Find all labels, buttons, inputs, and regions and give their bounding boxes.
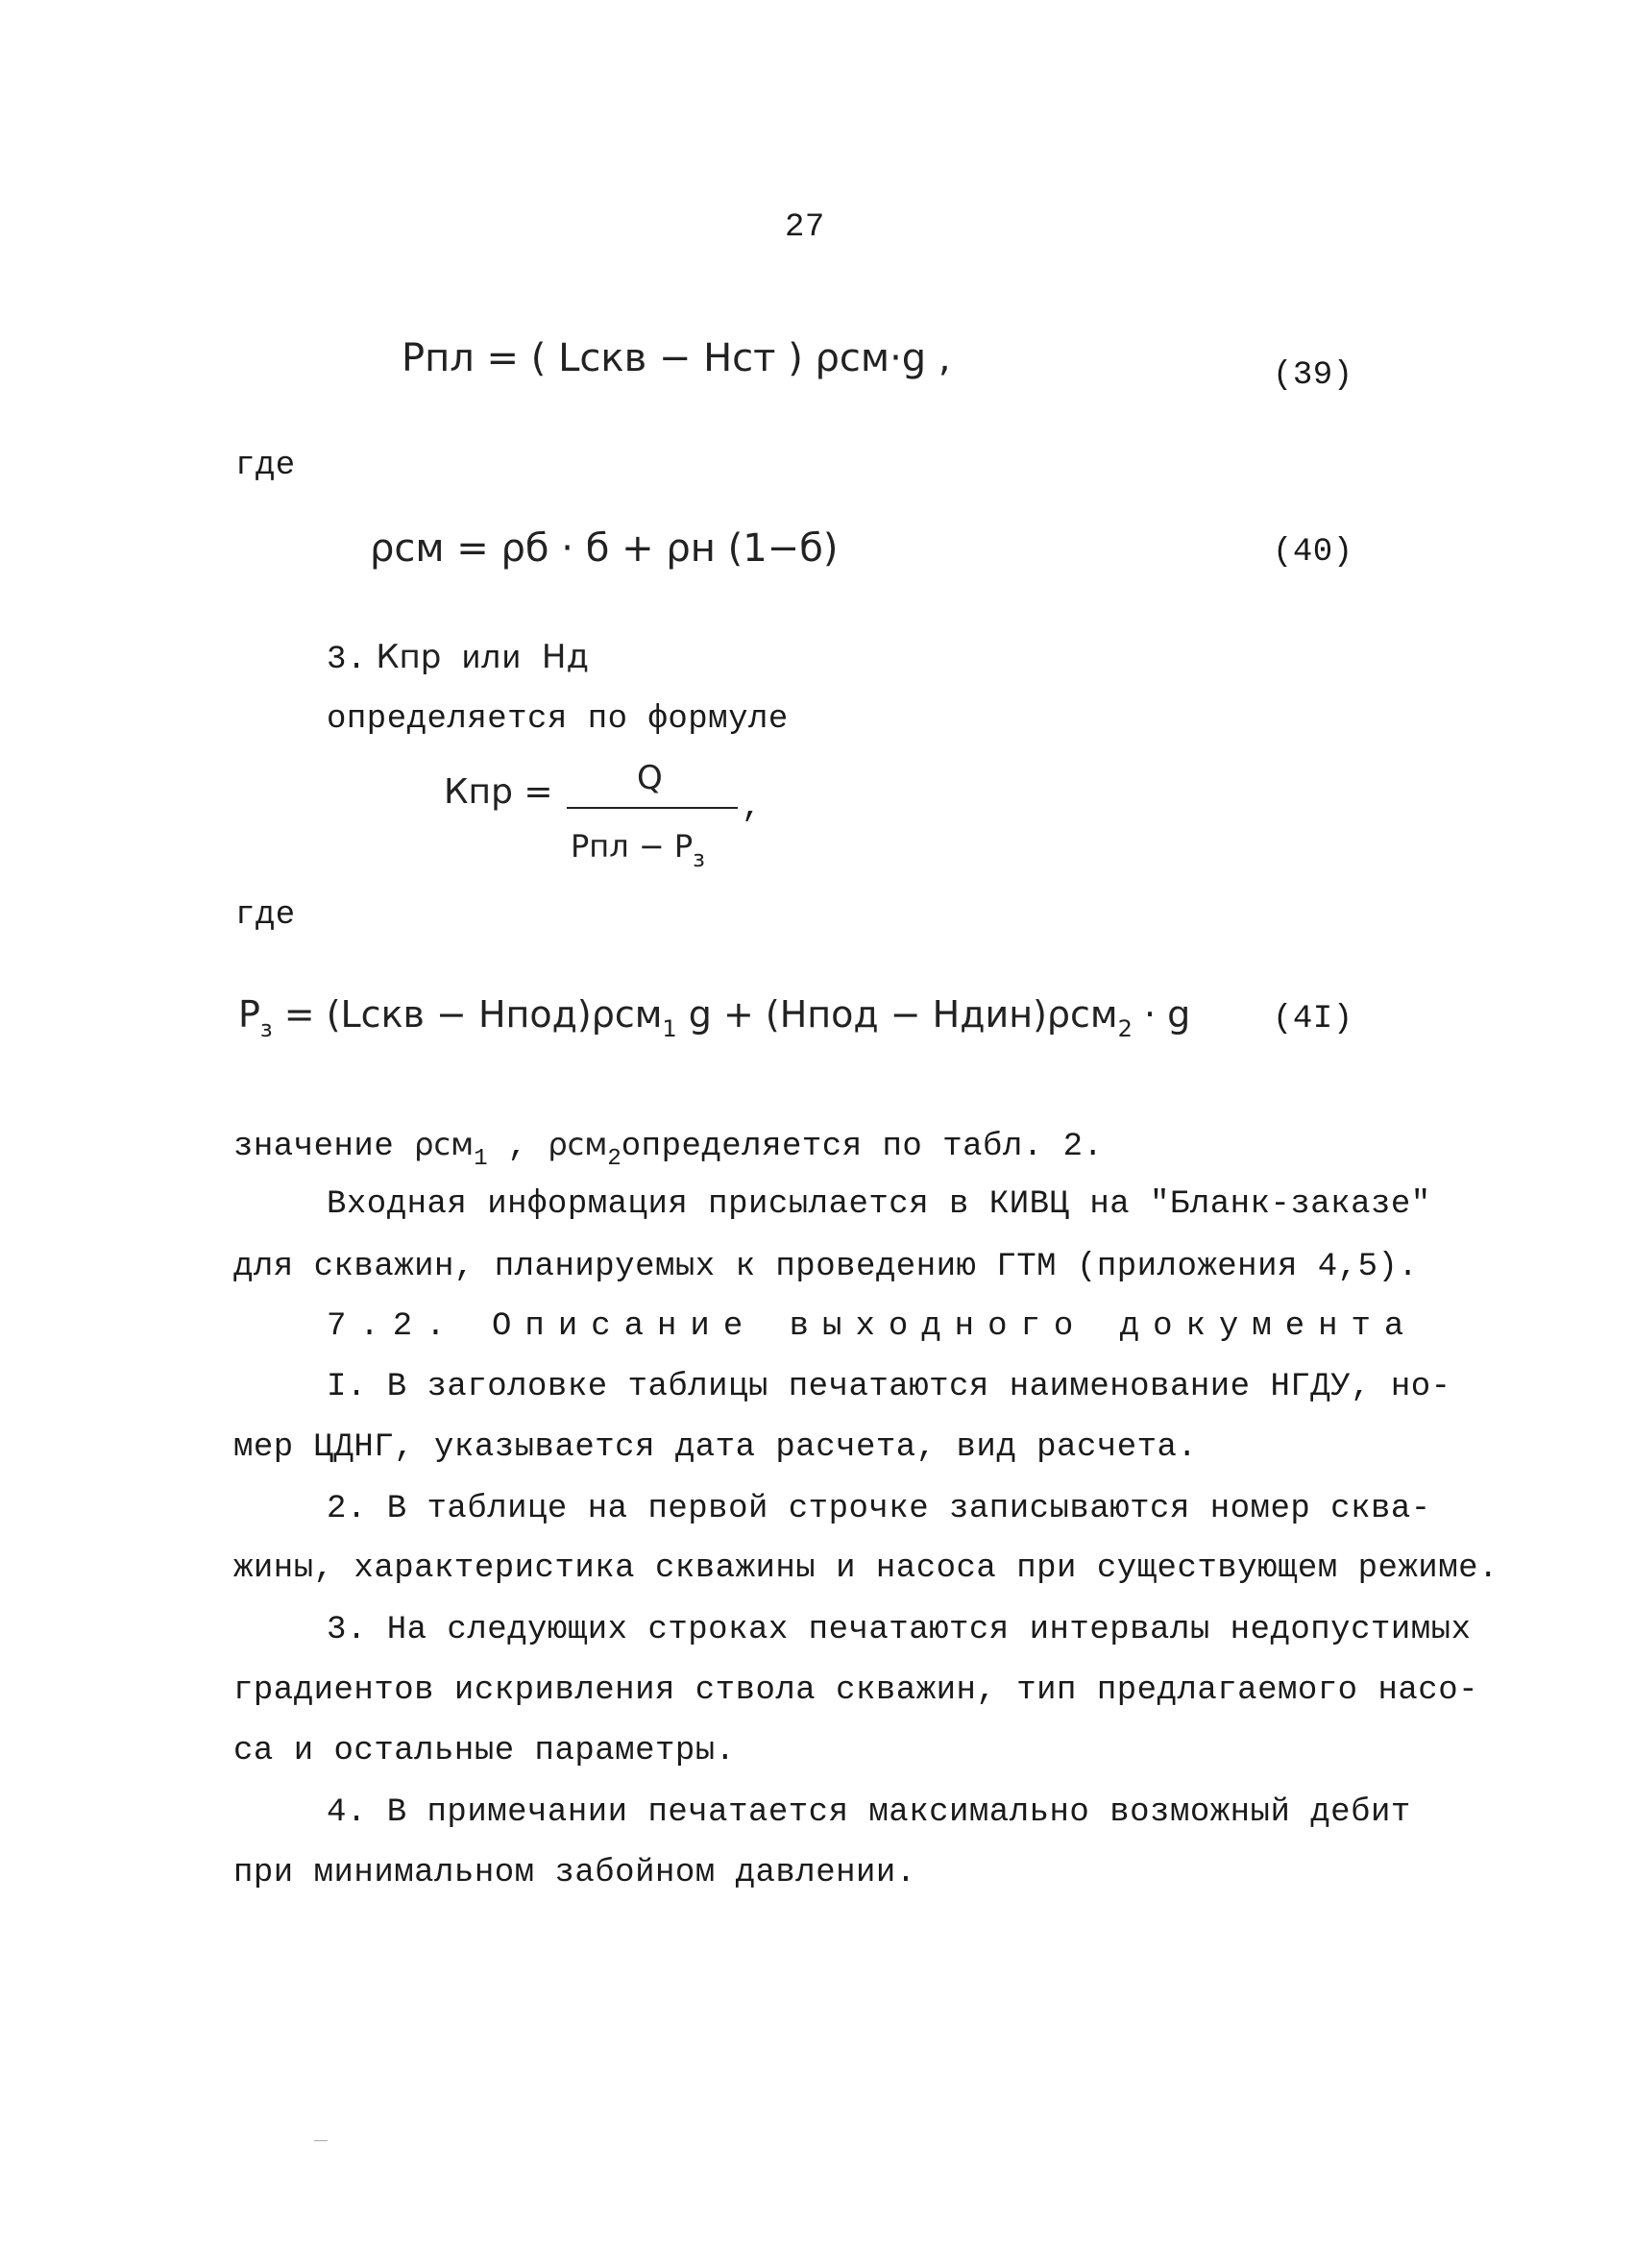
where-label-2: где [235, 897, 296, 934]
kpr-den-a: Pпл [571, 828, 629, 865]
eq41-rp1: ) [576, 993, 592, 1036]
kpr-denominator [571, 828, 705, 872]
eq40-plus: + [609, 526, 667, 571]
eq41-b: Hпод [477, 993, 577, 1036]
eq41-rho1-sub: 1 [662, 1015, 677, 1042]
defined-by-formula: определяется по формуле [327, 701, 789, 738]
page-number: 27 [785, 209, 825, 246]
where-label-1: где [235, 448, 296, 484]
eq39-number: (39) [1273, 357, 1353, 394]
eq39-dot: · [890, 336, 902, 380]
eq41-m1: − [424, 993, 478, 1036]
paragraph-line-9: градиентов искривления ствола скважин, тип предлагаемого насо- [233, 1672, 1479, 1709]
item-3-label: Кпр [376, 638, 442, 676]
eq41-number: (4I) [1273, 1001, 1353, 1037]
paragraph-line-6: 2. В таблице на первой строчке записываются номер сква- [327, 1491, 1431, 1527]
eq39-g: g [901, 336, 927, 380]
item-3-prefix: 3. [327, 642, 367, 678]
eq41-plus: + [711, 993, 766, 1036]
eq40-dot: · [548, 526, 586, 571]
value-line-r2-sub: 2 [607, 1146, 622, 1172]
eq40-t3: ρн [666, 526, 716, 571]
scan-mark [314, 2140, 328, 2141]
item-3-or: или [441, 642, 542, 678]
paragraph-line-12: при минимальном забойном давлении. [233, 1855, 916, 1891]
eq39-rho: ρсм [815, 336, 890, 380]
eq41-g1: g [676, 993, 712, 1036]
eq41-d: Hдин [932, 993, 1034, 1036]
paragraph-line-7: жины, характеристика скважины и насоса при существующем режиме. [233, 1550, 1499, 1587]
value-line-r2: ρсм [548, 1126, 608, 1162]
eq39-rparen: ) [788, 336, 803, 380]
kpr-lhs-text: Кпр [444, 772, 513, 812]
kpr-fraction-line [567, 807, 738, 809]
kpr-den-b: P [673, 828, 694, 865]
paragraph-line-2: для скважин, планируемых к проведению ГТМ (приложения 4,5). [233, 1249, 1419, 1285]
kpr-eq: = [512, 772, 553, 812]
kpr-comma: , [742, 790, 762, 826]
eq41-rho1: ρсм [591, 993, 663, 1036]
eq41-a: Lскв [340, 993, 425, 1036]
paragraph-line-10: са и остальные параметры. [233, 1733, 736, 1769]
value-line-b: определяется по табл. 2. [621, 1129, 1104, 1165]
item-3-heading [327, 638, 589, 678]
eq40-t1: ρб [500, 526, 549, 571]
eq39-lparen: ( [530, 336, 547, 380]
value-line-sep: , [487, 1129, 548, 1165]
paragraph-line-8: 3. На следующих строках печатаются интервалы недопустимых [327, 1612, 1472, 1648]
item-3-hd: Hд [541, 638, 589, 676]
value-line [233, 1126, 1104, 1172]
paragraph-line-4: I. В заголовке таблицы печатаются наименование НГДУ, но- [327, 1369, 1451, 1405]
eq40-t4: (1−б) [715, 526, 839, 571]
equation-40 [370, 526, 838, 571]
eq41-g2: g [1167, 993, 1191, 1036]
eq41-eq: = [272, 993, 327, 1036]
eq41-m2: − [878, 993, 933, 1036]
eq41-p: P [238, 993, 260, 1036]
paragraph-line-11: 4. В примечании печатается максимально возможный дебит [327, 1794, 1411, 1831]
eq41-dot: · [1132, 993, 1168, 1036]
paragraph-line-5: мер ЦДНГ, указывается дата расчета, вид расчета. [233, 1429, 1198, 1466]
eq40-eq: = [444, 526, 501, 571]
eq40-t2: б [585, 526, 610, 571]
equation-39 [402, 336, 951, 380]
value-line-a: значение [233, 1129, 415, 1165]
kpr-den-minus: − [628, 828, 674, 865]
kpr-numerator: Q [637, 759, 663, 797]
eq41-rho2-sub: 2 [1117, 1015, 1133, 1042]
paragraph-line-1: Входная информация присылается в КИВЦ на "Бланк-заказе" [327, 1186, 1431, 1223]
eq39-lhs: Pпл [402, 336, 475, 380]
eq41-c: Hпод [779, 993, 879, 1036]
kpr-den-b-sub: з [693, 845, 705, 872]
eq39-a: Lскв [558, 336, 647, 380]
equation-41 [238, 993, 1191, 1042]
value-line-r1-sub: 1 [474, 1146, 488, 1172]
eq39-comma: , [926, 336, 951, 380]
eq41-lp1: ( [326, 993, 341, 1036]
eq41-p-sub: з [259, 1015, 273, 1042]
eq40-lhs: ρсм [370, 526, 445, 571]
eq41-lp2: ( [765, 993, 780, 1036]
section-heading-7-2: 7.2. Описание выходного документа [327, 1308, 1418, 1345]
eq39-eq: = [474, 336, 531, 380]
kpr-lhs [444, 772, 553, 812]
eq41-rp2: ) [1033, 993, 1047, 1036]
eq40-number: (40) [1273, 534, 1353, 571]
eq39-b: Hст [703, 336, 776, 380]
eq39-minus: − [646, 336, 704, 380]
value-line-r1: ρсм [414, 1126, 475, 1162]
eq41-rho2: ρсм [1046, 993, 1118, 1036]
